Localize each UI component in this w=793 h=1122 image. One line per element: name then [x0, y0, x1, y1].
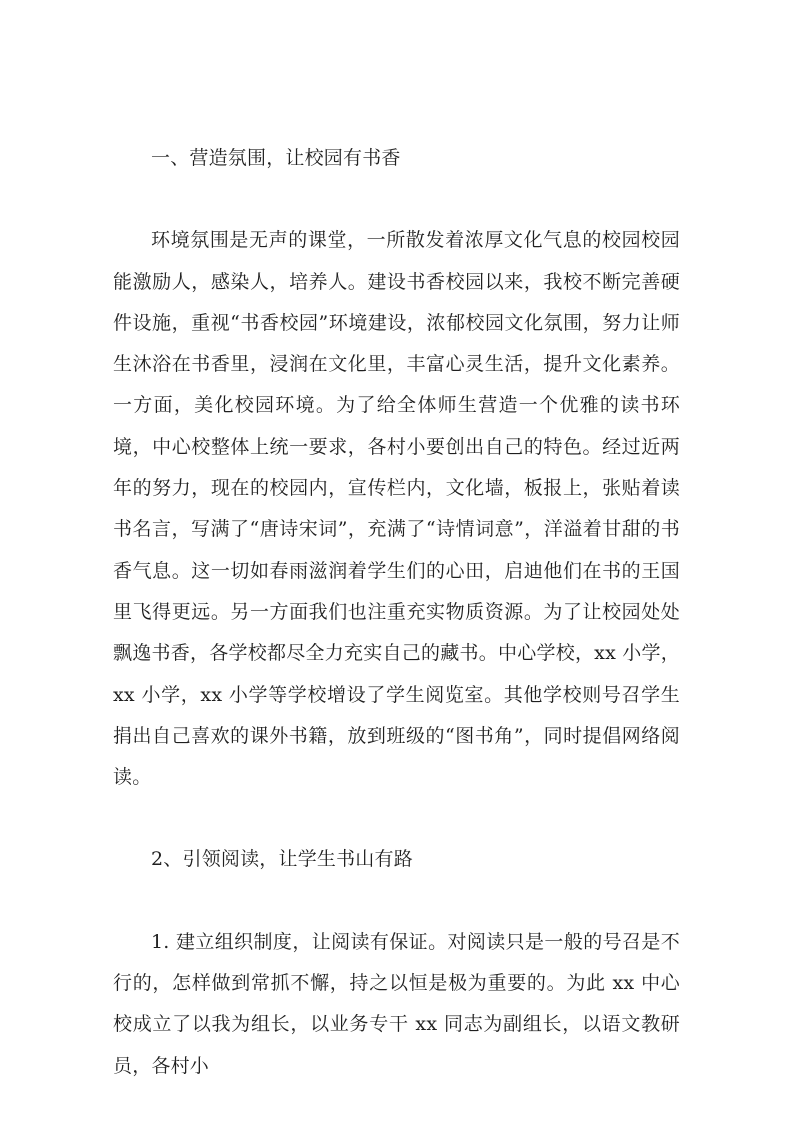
- section-heading-2: 2、引领阅读，让学生书山有路: [151, 848, 413, 871]
- paragraph-campus-atmosphere: 环境氛围是无声的课堂，一所散发着浓厚文化气息的校园校园能激励人，感染人，培养人。建设书香校园以来，我校不断完善硬件设施，重视“书香校园”环境建设，浓郁校园文化氛围，努力让师生沐浴在书香里，浸润在文化里，丰富心灵生活，提升文化素养。一方面，美化校园环境。为了给全体师生营造一个优雅的读书环境，中心校整体上统一要求，各村小要创出自己的特色。经过近两年的努力，现在的校园内，宣传栏内，文化墙，板报上，张贴着读书名言，写满了“唐诗宋词”，充满了“诗情词意”，洋溢着甘甜的书香气息。这一切如春雨滋润着学生们的心田，启迪他们在书的王国里飞得更远。另一方面我们也注重充实物质资源。为了让校园处处飘逸书香，各学校都尽全力充实自己的藏书。中心学校，xx 小学，xx 小学，xx 小学等学校增设了学生阅览室。其他学校则号召学生捐出自己喜欢的课外书籍，放到班级的“图书角”，同时提倡网络阅读。: [113, 229, 680, 789]
- paragraph-reading-organization: 1. 建立组织制度，让阅读有保证。对阅读只是一般的号召是不行的，怎样做到常抓不懈，持之以恒是极为重要的。为此 xx 中心校成立了以我为组长，以业务专干 xx 同志为副组长，以语文教研员，各村小: [113, 930, 680, 1077]
- section-heading-1: 一、营造氛围，让校园有书香: [151, 147, 401, 169]
